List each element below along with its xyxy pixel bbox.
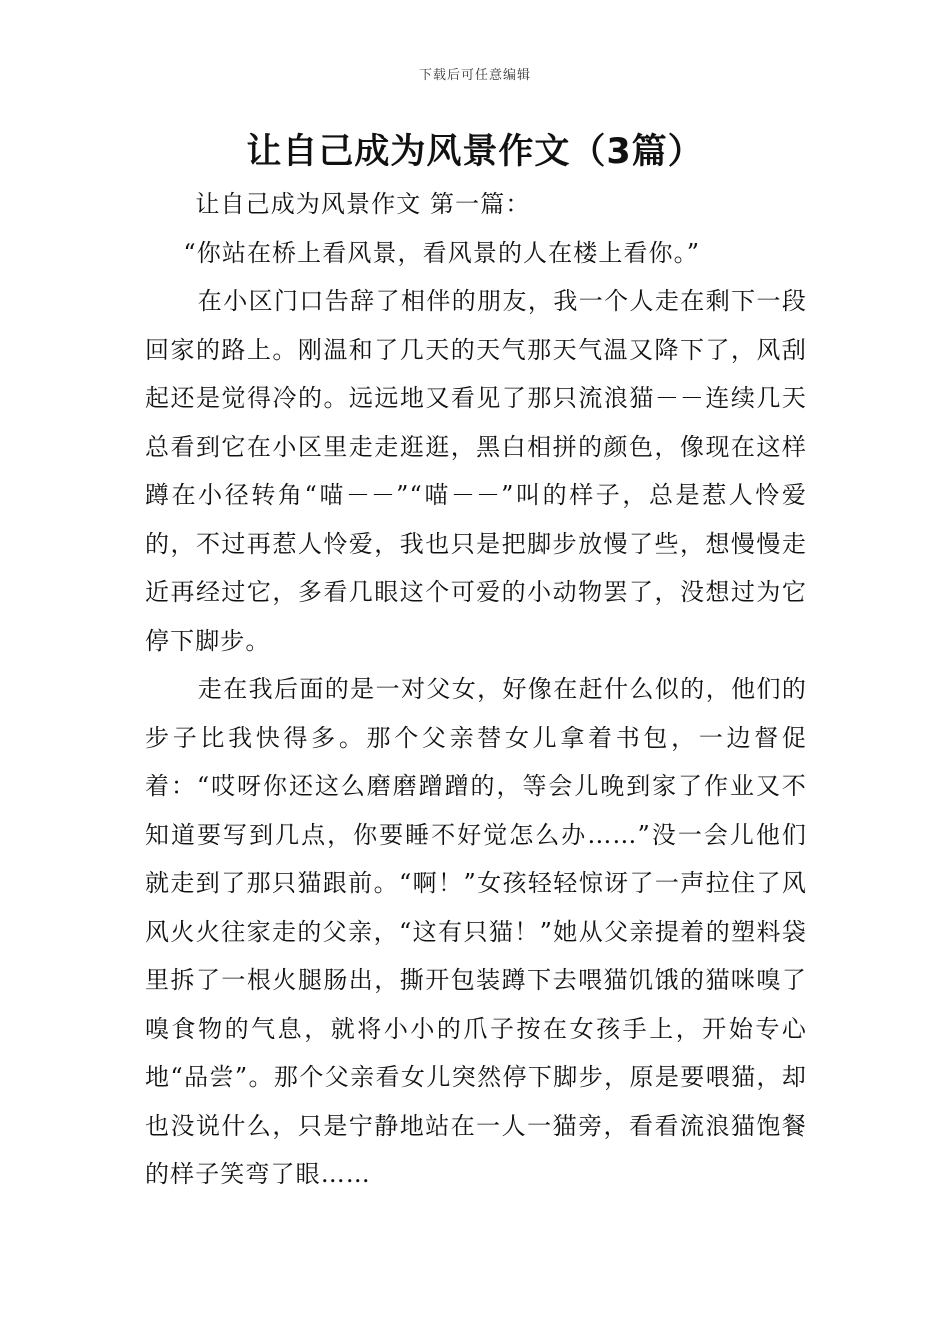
body-paragraph: 在小区门口告辞了相伴的朋友，我一个人走在剩下一段回家的路上。刚温和了几天的天气那天气温又降下了，风刮起还是觉得冷的。远远地又看见了那只流浪猫－－连续几天总看到它在小区里走走逛逛，黑白相拼的颜色，像现在这样蹲在小径转角“喵－－”“喵－－”叫的样子，总是惹人怜爱的，不过再惹人怜爱，我也只是把脚步放慢了些，想慢慢走近再经过它，多看几眼这个可爱的小动物罢了，没想过为它停下脚步。: [145, 287, 807, 655]
quote-paragraph: “你站在桥上看风景，看风景的人在楼上看你。”: [183, 238, 701, 267]
document-title: 让自己成为风景作文（3篇）: [246, 132, 704, 172]
section-heading: 让自己成为风景作文 第一篇：: [195, 190, 531, 218]
header-note: 下载后可任意编辑: [418, 68, 531, 83]
body-paragraph: 走在我后面的是一对父女，好像在赶什么似的，他们的步子比我快得多。那个父亲替女儿拿着书包，一边督促着：“哎呀你还这么磨磨蹭蹭的，等会儿晚到家了作业又不知道要写到几点，你要睡不好觉怎么办……”没一会儿他们就走到了那只猫跟前。“啊！”女孩轻轻惊讶了一声拉住了风风火火往家走的父亲，“这有只猫！”她从父亲提着的塑料袋里拆了一根火腿肠出，撕开包装蹲下去喂猫饥饿的猫咪嗅了嗅食物的气息，就将小小的爪子按在女孩手上，开始专心地“品尝”。那个父亲看女儿突然停下脚步，原是要喂猫，却也没说什么，只是宁静地站在一人一猫旁，看看流浪猫饱餐的样子笑弯了眼……: [145, 675, 807, 1188]
essay-body: [145, 180, 807, 1199]
